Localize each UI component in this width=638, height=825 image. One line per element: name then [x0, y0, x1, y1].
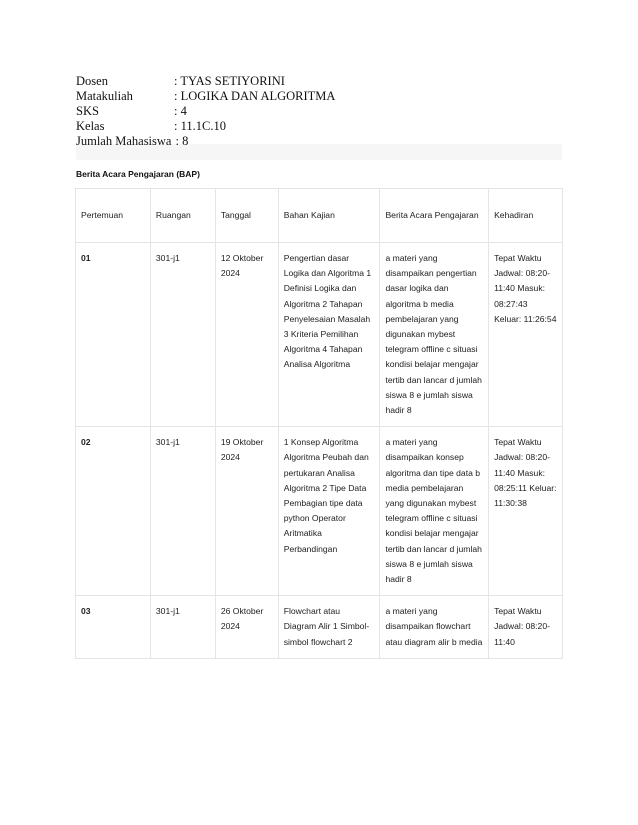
cell-pertemuan: 02	[76, 427, 151, 596]
cell-ruangan: 301-j1	[150, 427, 215, 596]
cell-ruangan: 301-j1	[150, 596, 215, 659]
cell-berita-acara: a materi yang disampaikan flowchart atau diagram alir b media	[380, 596, 489, 659]
column-header-bahan-kajian: Bahan Kajian	[278, 189, 380, 243]
column-header-berita-acara: Berita Acara Pengajaran	[380, 189, 489, 243]
bap-table	[75, 188, 563, 659]
info-row-kelas	[76, 119, 562, 134]
bap-title: Berita Acara Pengajaran (BAP)	[76, 169, 200, 179]
cell-pertemuan: 01	[76, 243, 151, 427]
info-value: : TYAS SETIYORINI	[174, 74, 285, 88]
cell-bahan-kajian: Pengertian dasar Logika dan Algoritma 1 Definisi Logika dan Algoritma 2 Tahapan Penyelesaian Masalah 3 Kriteria Pemilihan Algoritma 4 Tahapan Analisa Algoritma	[278, 243, 380, 427]
cell-kehadiran: Tepat Waktu Jadwal: 08:20-11:40 Masuk: 08:25:11 Keluar: 11:30:38	[489, 427, 563, 596]
table-header-row	[76, 189, 563, 243]
cell-bahan-kajian: Flowchart atau Diagram Alir 1 Simbol-simbol flowchart 2	[278, 596, 380, 659]
cell-berita-acara: a materi yang disampaikan konsep algoritma dan tipe data b media pembelajaran yang digunakan mybest telegram offline c situasi kondisi belajar mengajar tertib dan lancar d jumlah siswa 8 e jumlah siswa hadir 8	[380, 427, 489, 596]
cell-tanggal: 19 Oktober 2024	[215, 427, 278, 596]
cell-tanggal: 26 Oktober 2024	[215, 596, 278, 659]
info-value: : LOGIKA DAN ALGORITMA	[174, 89, 336, 103]
info-row-dosen	[76, 74, 562, 89]
cell-tanggal: 12 Oktober 2024	[215, 243, 278, 427]
info-row-matakuliah	[76, 89, 562, 104]
table-row	[76, 427, 563, 596]
info-label: Jumlah Mahasiswa	[76, 134, 172, 148]
cell-ruangan: 301-j1	[150, 243, 215, 427]
info-label: Matakuliah	[76, 89, 133, 103]
info-value: : 11.1C.10	[174, 119, 226, 133]
column-header-kehadiran: Kehadiran	[489, 189, 563, 243]
cell-kehadiran: Tepat Waktu Jadwal: 08:20-11:40	[489, 596, 563, 659]
column-header-ruangan: Ruangan	[150, 189, 215, 243]
info-row-jumlah-mahasiswa	[76, 134, 562, 149]
table-row	[76, 243, 563, 427]
info-value: : 4	[174, 104, 187, 118]
cell-berita-acara: a materi yang disampaikan pengertian dasar logika dan algoritma b media pembelajaran yang digunakan mybest telegram offline c situasi kondisi belajar mengajar tertib dan lancar d jumlah siswa 8 e jumlah siswa hadir 8	[380, 243, 489, 427]
info-value: : 8	[175, 134, 189, 148]
column-header-pertemuan: Pertemuan	[76, 189, 151, 243]
cell-kehadiran: Tepat Waktu Jadwal: 08:20-11:40 Masuk: 08:27:43 Keluar: 11:26:54	[489, 243, 563, 427]
info-label: SKS	[76, 104, 99, 118]
info-row-sks	[76, 104, 562, 119]
cell-pertemuan: 03	[76, 596, 151, 659]
table-row	[76, 596, 563, 659]
column-header-tanggal: Tanggal	[215, 189, 278, 243]
course-info	[76, 74, 562, 149]
info-label: Kelas	[76, 119, 105, 133]
info-label: Dosen	[76, 74, 108, 88]
cell-bahan-kajian: 1 Konsep Algoritma Algoritma Peubah dan pertukaran Analisa Algoritma 2 Tipe Data Pembagian tipe data python Operator Aritmatika Perbandingan	[278, 427, 380, 596]
